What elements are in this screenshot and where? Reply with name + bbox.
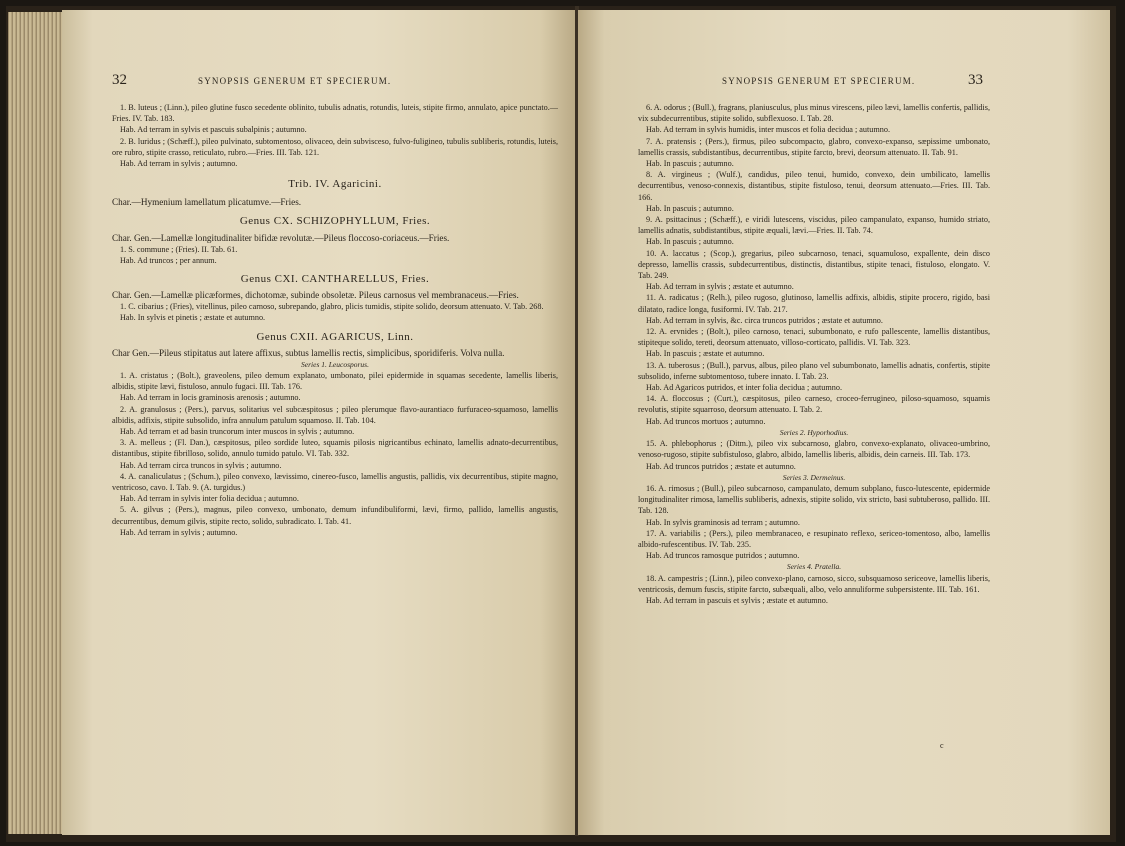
habitat-note: Hab. In sylvis graminosis ad terram ; autumno. xyxy=(646,517,800,527)
species-entry: 18. A. campestris ; (Linn.), pileo convexo-plano, carnoso, sicco, subsquamoso sericeove, lamellis liberis, ventricosis, demum fuscis, stipite farcto, subæquali, albo, velo annuliforme subpersistente. III. Tab. 161. xyxy=(638,573,990,594)
habitat-note: Hab. Ad terram in sylvis, &c. circa truncos putridos ; æstate et autumno. xyxy=(646,315,883,325)
page-number-right: 33 xyxy=(968,72,983,88)
series-heading: Series 2. Hyporhodius. xyxy=(779,427,849,437)
habitat-note: Hab. Ad terram et ad basin truncorum inter muscos in sylvis ; autumno. xyxy=(120,427,355,437)
species-entry: 6. A. odorus ; (Bull.), fragrans, planiusculus, plus minus virescens, pileo lævi, lamellis confertis, pallidis, vix subdecurrentibus, stipite solido, subflexuoso. I. Tab. 28. xyxy=(638,103,990,124)
species-entry: 1. A. cristatus ; (Bolt.), graveolens, pileo demum explanato, umbonato, pilei epidermide in squamas secedente, lamellis liberis, albidis, stipite lævi, fistuloso, annulo fugaci. III. Tab. 176. xyxy=(112,371,558,392)
genus-heading: Genus CXII. AGARICUS, Linn. xyxy=(256,330,414,343)
habitat-note: Hab. Ad truncos putridos ; æstate et autumno. xyxy=(646,461,796,471)
habitat-note: Hab. In sylvis et pinetis ; æstate et autumno. xyxy=(120,313,266,323)
species-entry: 1. B. luteus ; (Linn.), pileo glutine fusco secedente oblinito, tubulis adnatis, rotundis, luteis, stipite firmo, annulato, apice punctato.—Fries. IV. Tab. 183. xyxy=(112,103,558,124)
right-page xyxy=(578,10,1110,835)
habitat-note: Hab. In pascuis ; autumno. xyxy=(646,237,734,247)
species-entry: 2. A. granulosus ; (Pers.), parvus, solitarius vel subcæspitosus ; pileo plerumque flavo-aurantiaco furfuraceo-squamoso, lamellis albidis, adfixis, stipite subsolido, infra annulum patulum squamoso. II. Tab. 104. xyxy=(112,404,558,425)
species-entry: 10. A. laccatus ; (Scop.), gregarius, pileo subcarnoso, tenaci, squamuloso, expallente, dein disco depresso, lamellis crassis, subdecurrentibus, distinctis, distantibus, stipite tenaci, fistuloso, elongato. V. Tab. 249. xyxy=(638,248,990,281)
series-heading: Series 1. Leucosporus. xyxy=(301,359,369,369)
page-number-left: 32 xyxy=(112,72,127,88)
series-heading: Series 3. Dermeinus. xyxy=(782,472,846,482)
species-entry: 9. A. psittacinus ; (Schæff.), e viridi lutescens, viscidus, pileo campanulato, expanso, humido striato, lamellis adnatis, subdistantibus, stipite æquali, lævi.—Fries. II. Tab. 74. xyxy=(638,215,990,236)
character-note: Char. Gen.—Lamellæ longitudinaliter bifidæ revolutæ.—Pileus floccoso-coriaceus.—Fries. xyxy=(112,232,450,243)
species-entry: 1. C. cibarius ; (Fries), vitellinus, pileo carnoso, subrepando, glabro, plicis tumidis, stipite solido, deorsum attenuato. V. Tab. 268. xyxy=(120,302,544,312)
species-entry: 8. A. virgineus ; (Wulf.), candidus, pileo tenui, humido, convexo, dein umbilicato, lamellis decurrentibus, venoso-connexis, distantibus, stipite fistuloso, tenui, deorsum attenuato.—Fries. III. Tab. 166. xyxy=(638,170,990,202)
character-note: Char Gen.—Pileus stipitatus aut latere affixus, subtus lamellis rectis, simplicibus, sporidiferis. Volva nulla. xyxy=(112,347,505,358)
habitat-note: Hab. Ad truncos ramosque putridos ; autumno. xyxy=(646,551,800,561)
species-entry: 7. A. pratensis ; (Pers.), firmus, pileo subcompacto, glabro, convexo-expanso, sæpissime umbonato, lamellis crassis, subdistantibus, decurrentibus, stipite farcto, brevi, deorsum attenuato. II. Tab. 91. xyxy=(638,136,990,157)
species-entry: 13. A. tuberosus ; (Bull.), parvus, albus, pileo plano vel subumbonato, lamellis adnatis, confertis, stipite subsolido, inferne subtomentoso, tubere innato. I. Tab. 23. xyxy=(638,360,990,381)
character-note: Char. Gen.—Lamellæ plicæformes, dichotomæ, subinde obsoletæ. Pileus carnosus vel membranaceus.—Fries. xyxy=(112,290,519,301)
habitat-note: Hab. Ad terram in pascuis et sylvis ; æstate et autumno. xyxy=(646,595,828,605)
species-entry: 16. A. rimosus ; (Bull.), pileo subcarnoso, campanulato, demum subplano, fusco-lutescente, epidermide longitudinaliter rimosa, lamellis subliberis, adnexis, stipite solido, vix stricto, basi subtuberoso, pallido. III. Tab. 128. xyxy=(638,483,990,516)
page-edges xyxy=(8,12,64,834)
habitat-note: Hab. Ad terram in sylvis inter folia decidua ; autumno. xyxy=(120,494,299,504)
habitat-note: Hab. Ad terram circa truncos in sylvis ; autumno. xyxy=(120,460,282,470)
species-entry: 15. A. phlebophorus ; (Ditm.), pileo vix subcarnoso, glabro, convexo-explanato, olivaceo-umbrino, venoso-rugoso, stipite subfistuloso, glabro, albido, lamellis liberis, albidis, dein carneis. III. Tab. 173. xyxy=(638,439,990,460)
series-heading: Series 4. Pratella. xyxy=(786,562,842,572)
habitat-note: Hab. Ad terram in sylvis et pascuis subalpinis ; autumno. xyxy=(120,125,307,135)
left-text-column xyxy=(112,102,558,538)
habitat-note: Hab. Ad terram in sylvis ; æstate et autumno. xyxy=(646,282,794,292)
signature-mark: c xyxy=(940,741,944,750)
species-entry: 2. B. luridus ; (Schæff.), pileo pulvinato, subtomentoso, olivaceo, dein subvisceso, fulvo-fuligineo, tubulis subliberis, rotundis, luteis, ore rubro, stipite crasso, reticulato, rubro.—Fries. III. Tab. 121. xyxy=(112,136,558,157)
habitat-note: Hab. Ad terram in sylvis ; autumno. xyxy=(120,159,238,169)
species-entry: 12. A. ervnides ; (Bolt.), pileo carnoso, tenaci, subumbonato, e rufo pallescente, lamellis distantibus, stipiteque solido, tereti, deorsum attenuato, villoso-corticato, pallidis. VI. Tab. 323. xyxy=(638,327,990,348)
character-note: Char.—Hymenium lamellatum plicatumve.—Fries. xyxy=(112,197,302,208)
habitat-note: Hab. In pascuis ; autumno. xyxy=(646,203,734,213)
species-entry: 3. A. melleus ; (Fl. Dan.), cæspitosus, pileo sordide luteo, squamis pilosis nigricantibus echinato, lamellis adnato-decurrentibus, distantibus, stipite fibrilloso, solido, annulo tumido patulo. VI. Tab. 332. xyxy=(112,438,558,459)
habitat-note: Hab. Ad truncos mortuos ; autumno. xyxy=(646,416,766,426)
habitat-note: Hab. In pascuis ; autumno. xyxy=(646,159,734,169)
genus-heading: Genus CX. SCHIZOPHYLLUM, Fries. xyxy=(239,215,431,228)
species-entry: 14. A. floccosus ; (Curt.), cæspitosus, pileo carneso, croceo-ferrugineo, piloso-squamoso, squamis revolutis, stipite squarroso, deorsum attenuato. I. Tab. 2. xyxy=(638,394,990,415)
species-entry: 17. A. variabilis ; (Pers.), pileo membranaceo, e resupinato reflexo, sericeo-tomentoso, albo, lamellis albido-rufescentibus. IV. Tab. 235. xyxy=(638,528,990,549)
habitat-note: Hab. In pascuis ; æstate et autumno. xyxy=(646,349,765,359)
tribe-heading: Trib. IV. Agaricini. xyxy=(288,178,382,191)
running-head-right: SYNOPSIS GENERUM ET SPECIERUM. xyxy=(722,76,916,86)
species-entry: 1. S. commune ; (Fries). II. Tab. 61. xyxy=(120,244,238,254)
habitat-note: Hab. Ad truncos ; per annum. xyxy=(120,255,217,265)
running-head-left: SYNOPSIS GENERUM ET SPECIERUM. xyxy=(198,76,392,86)
species-entry: 5. A. gilvus ; (Pers.), magnus, pileo convexo, umbonato, demum infundibuliformi, lævi, firmo, pallido, lamellis angustis, decurrentibus, demum gilvis, stipite recto, solido, subradicato. I. Tab. 41. xyxy=(112,505,558,526)
habitat-note: Hab. Ad terram in locis graminosis arenosis ; autumno. xyxy=(120,393,301,403)
habitat-note: Hab. Ad terram in sylvis humidis, inter muscos et folia decidua ; autumno. xyxy=(646,125,890,135)
species-entry: 11. A. radicatus ; (Relh.), pileo rugoso, glutinoso, lamellis adfixis, albidis, stipite procero, rigido, basi dilatato, radice longa, fusiformi. IV. Tab. 217. xyxy=(638,293,990,314)
habitat-note: Hab. Ad Agaricos putridos, et inter folia decidua ; autumno. xyxy=(646,383,842,393)
habitat-note: Hab. Ad terram in sylvis ; autumno. xyxy=(120,527,238,537)
left-page xyxy=(62,10,576,835)
species-entry: 4. A. canaliculatus ; (Schum.), pileo convexo, lævissimo, cinereo-fusco, lamellis angustis, pallidis, vix decurrentibus, stipite magno, ventricoso, cavo. I. Tab. 9. (A. turgidus.) xyxy=(112,471,558,493)
genus-heading: Genus CXI. CANTHARELLUS, Fries. xyxy=(240,273,430,286)
right-text-column xyxy=(638,102,990,606)
